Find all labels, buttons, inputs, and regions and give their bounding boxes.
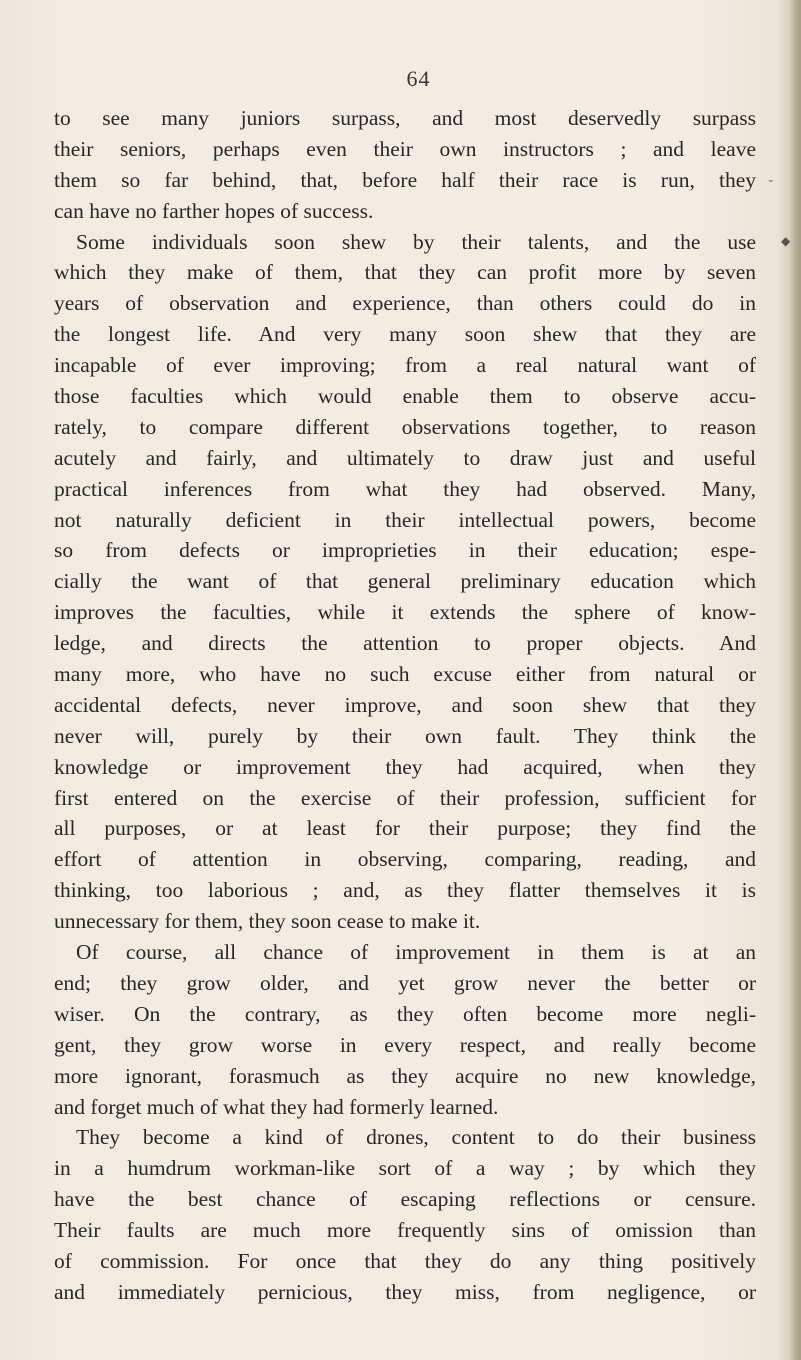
- text-line: them so far behind, that, before half their race is run, they: [54, 167, 756, 192]
- text-line: of commission. For once that they do any thing positively: [54, 1248, 756, 1273]
- page-edge-shadow: [789, 0, 801, 1360]
- text-line: and forget much of what they had formerly learned.: [54, 1094, 499, 1119]
- text-line: Of course, all chance of improvement in them is at an: [76, 940, 756, 965]
- text-line: all purposes, or at least for their purpose; they find the: [54, 816, 756, 841]
- text-line: thinking, too laborious ; and, as they flatter themselves it is: [54, 878, 756, 903]
- text-line: Some individuals soon shew by their talents, and the use: [76, 229, 756, 254]
- text-line: have the best chance of escaping reflections or censure.: [54, 1187, 756, 1212]
- text-line: which they make of them, that they can profit more by seven: [54, 260, 756, 285]
- text-line: wiser. On the contrary, as they often become more negli-: [54, 1001, 756, 1026]
- text-line: cially the want of that general preliminary education which: [54, 569, 756, 594]
- text-line: many more, who have no such excuse either from natural or: [54, 662, 756, 687]
- text-line: to see many juniors surpass, and most deservedly surpass: [54, 106, 756, 130]
- text-line: Their faults are much more frequently sins of omission than: [54, 1218, 756, 1243]
- text-line: and immediately pernicious, they miss, from negligence, or: [54, 1279, 756, 1304]
- page-number: 64: [406, 66, 431, 91]
- text-line: They become a kind of drones, content to do their business: [76, 1125, 756, 1150]
- ink-speck: ⌄: [767, 175, 775, 185]
- text-line: improves the faculties, while it extends the sphere of know-: [54, 600, 756, 625]
- text-line: acutely and fairly, and ultimately to draw just and useful: [54, 445, 756, 470]
- text-line: can have no farther hopes of success.: [54, 198, 374, 223]
- ink-speck: ◆: [781, 234, 791, 248]
- text-line: so from defects or improprieties in their education; espe-: [54, 538, 756, 563]
- text-line: accidental defects, never improve, and soon shew that they: [54, 692, 756, 717]
- text-line: years of observation and experience, than others could do in: [54, 291, 756, 316]
- body-text: [54, 103, 756, 1308]
- text-line: unnecessary for them, they soon cease to make it.: [54, 909, 481, 934]
- text-line: incapable of ever improving; from a real natural want of: [54, 353, 756, 378]
- text-line: end; they grow older, and yet grow never the better or: [54, 970, 756, 995]
- text-line: more ignorant, forasmuch as they acquire no new knowledge,: [54, 1063, 756, 1088]
- text-line: in a humdrum workman-like sort of a way ; by which they: [54, 1156, 756, 1181]
- text-line: not naturally deficient in their intellectual powers, become: [54, 507, 756, 532]
- text-line: rately, to compare different observations together, to reason: [54, 414, 756, 439]
- text-line: their seniors, perhaps even their own instructors ; and leave: [54, 136, 756, 161]
- text-line: those faculties which would enable them to observe accu-: [54, 384, 756, 409]
- text-line: never will, purely by their own fault. They think the: [54, 723, 756, 748]
- text-line: knowledge or improvement they had acquired, when they: [54, 754, 756, 779]
- text-line: practical inferences from what they had observed. Many,: [54, 476, 756, 501]
- text-line: ledge, and directs the attention to proper objects. And: [54, 631, 756, 656]
- text-line: the longest life. And very many soon shew that they are: [54, 322, 756, 347]
- text-line: first entered on the exercise of their profession, sufficient for: [54, 785, 756, 810]
- text-line: gent, they grow worse in every respect, and really become: [54, 1032, 756, 1057]
- text-line: effort of attention in observing, comparing, reading, and: [54, 847, 756, 872]
